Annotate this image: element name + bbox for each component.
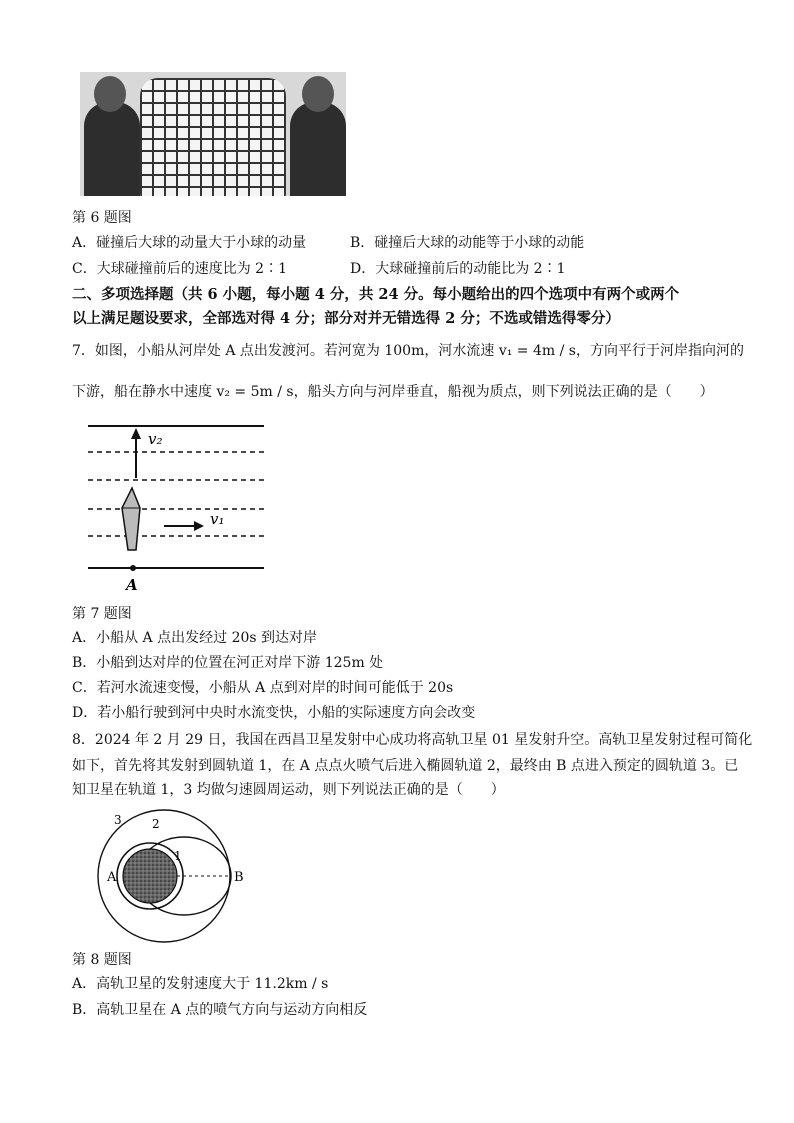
q6-option-d: D．大球碰撞前后的动能比为 2∶1 <box>350 261 566 277</box>
fig7-caption: 第 7 题图 <box>72 606 132 622</box>
q8-option-b: B．高轨卫星在 A 点的喷气方向与运动方向相反 <box>72 1002 368 1018</box>
fig6-photo <box>80 72 346 196</box>
boat-shape <box>122 488 140 550</box>
point-a-label: A <box>126 576 138 594</box>
section2-heading-line1: 二、多项选择题（共 6 小题，每小题 4 分，共 24 分。每小题给出的四个选项中有两个或两个 <box>72 286 680 303</box>
q8-stem-line2: 如下，首先将其发射到圆轨道 1，在 A 点点火喷气后进入椭圆轨道 2，最终由 B 点进入预定的圆轨道 3。已 <box>72 758 739 774</box>
earth-body <box>123 849 177 903</box>
q8-stem-line3: 知卫星在轨道 1，3 均做匀速圆周运动，则下列说法正确的是（ ） <box>72 782 505 798</box>
q6-option-c: C．大球碰撞前后的速度比为 2∶1 <box>72 261 287 277</box>
q7-option-b: B．小船到达对岸的位置在河正对岸下游 125m 处 <box>72 655 384 671</box>
q7-option-c: C．若河水流速变慢，小船从 A 点到对岸的时间可能低于 20s <box>72 680 454 696</box>
q6-option-a: A．碰撞后大球的动量大于小球的动量 <box>72 235 307 251</box>
fig6-caption: 第 6 题图 <box>72 210 132 226</box>
fig8-caption: 第 8 题图 <box>72 952 132 968</box>
fig8-orbit-diagram <box>84 808 244 944</box>
label-a: A <box>107 870 117 885</box>
section2-heading-line2: 以上满足题设要求，全部选对得 4 分；部分对并无错选得 2 分；不选或错选得零分） <box>72 310 620 327</box>
v1-label: v₁ <box>210 510 225 528</box>
v2-label: v₂ <box>148 430 163 448</box>
q8-stem-line1: 8．2024 年 2 月 29 日，我国在西昌卫星发射中心成功将高轨卫星 01 星发射升空。高轨卫星发射过程可简化 <box>72 732 753 748</box>
v2-arrow-head <box>131 428 141 439</box>
person-right <box>290 102 346 196</box>
v1-arrow-head <box>194 521 204 531</box>
label-orbit-1: 1 <box>174 849 182 863</box>
label-b: B <box>234 870 244 885</box>
grid-board <box>140 78 286 196</box>
q8-option-a: A．高轨卫星的发射速度大于 11.2km / s <box>72 976 329 992</box>
label-orbit-3: 3 <box>114 813 122 827</box>
q7-option-d: D．若小船行驶到河中央时水流变快，小船的实际速度方向会改变 <box>72 705 476 721</box>
q7-stem-line2: 下游，船在静水中速度 v₂ = 5m / s，船头方向与河岸垂直，船视为质点，则下列说法正确的是（ ） <box>72 384 714 400</box>
point-a-dot <box>130 565 136 571</box>
person-right-head <box>302 76 334 112</box>
person-left-head <box>94 76 126 112</box>
q7-stem-line1: 7．如图，小船从河岸处 A 点出发渡河。若河宽为 100m，河水流速 v₁ = 4m / s，方向平行于河岸指向河的 <box>72 343 744 359</box>
label-orbit-2: 2 <box>152 817 160 831</box>
fig7-river-diagram <box>80 418 270 598</box>
q6-option-b: B．碰撞后大球的动能等于小球的动能 <box>350 235 585 251</box>
person-left <box>84 102 140 196</box>
q7-option-a: A．小船从 A 点出发经过 20s 到达对岸 <box>72 630 318 646</box>
